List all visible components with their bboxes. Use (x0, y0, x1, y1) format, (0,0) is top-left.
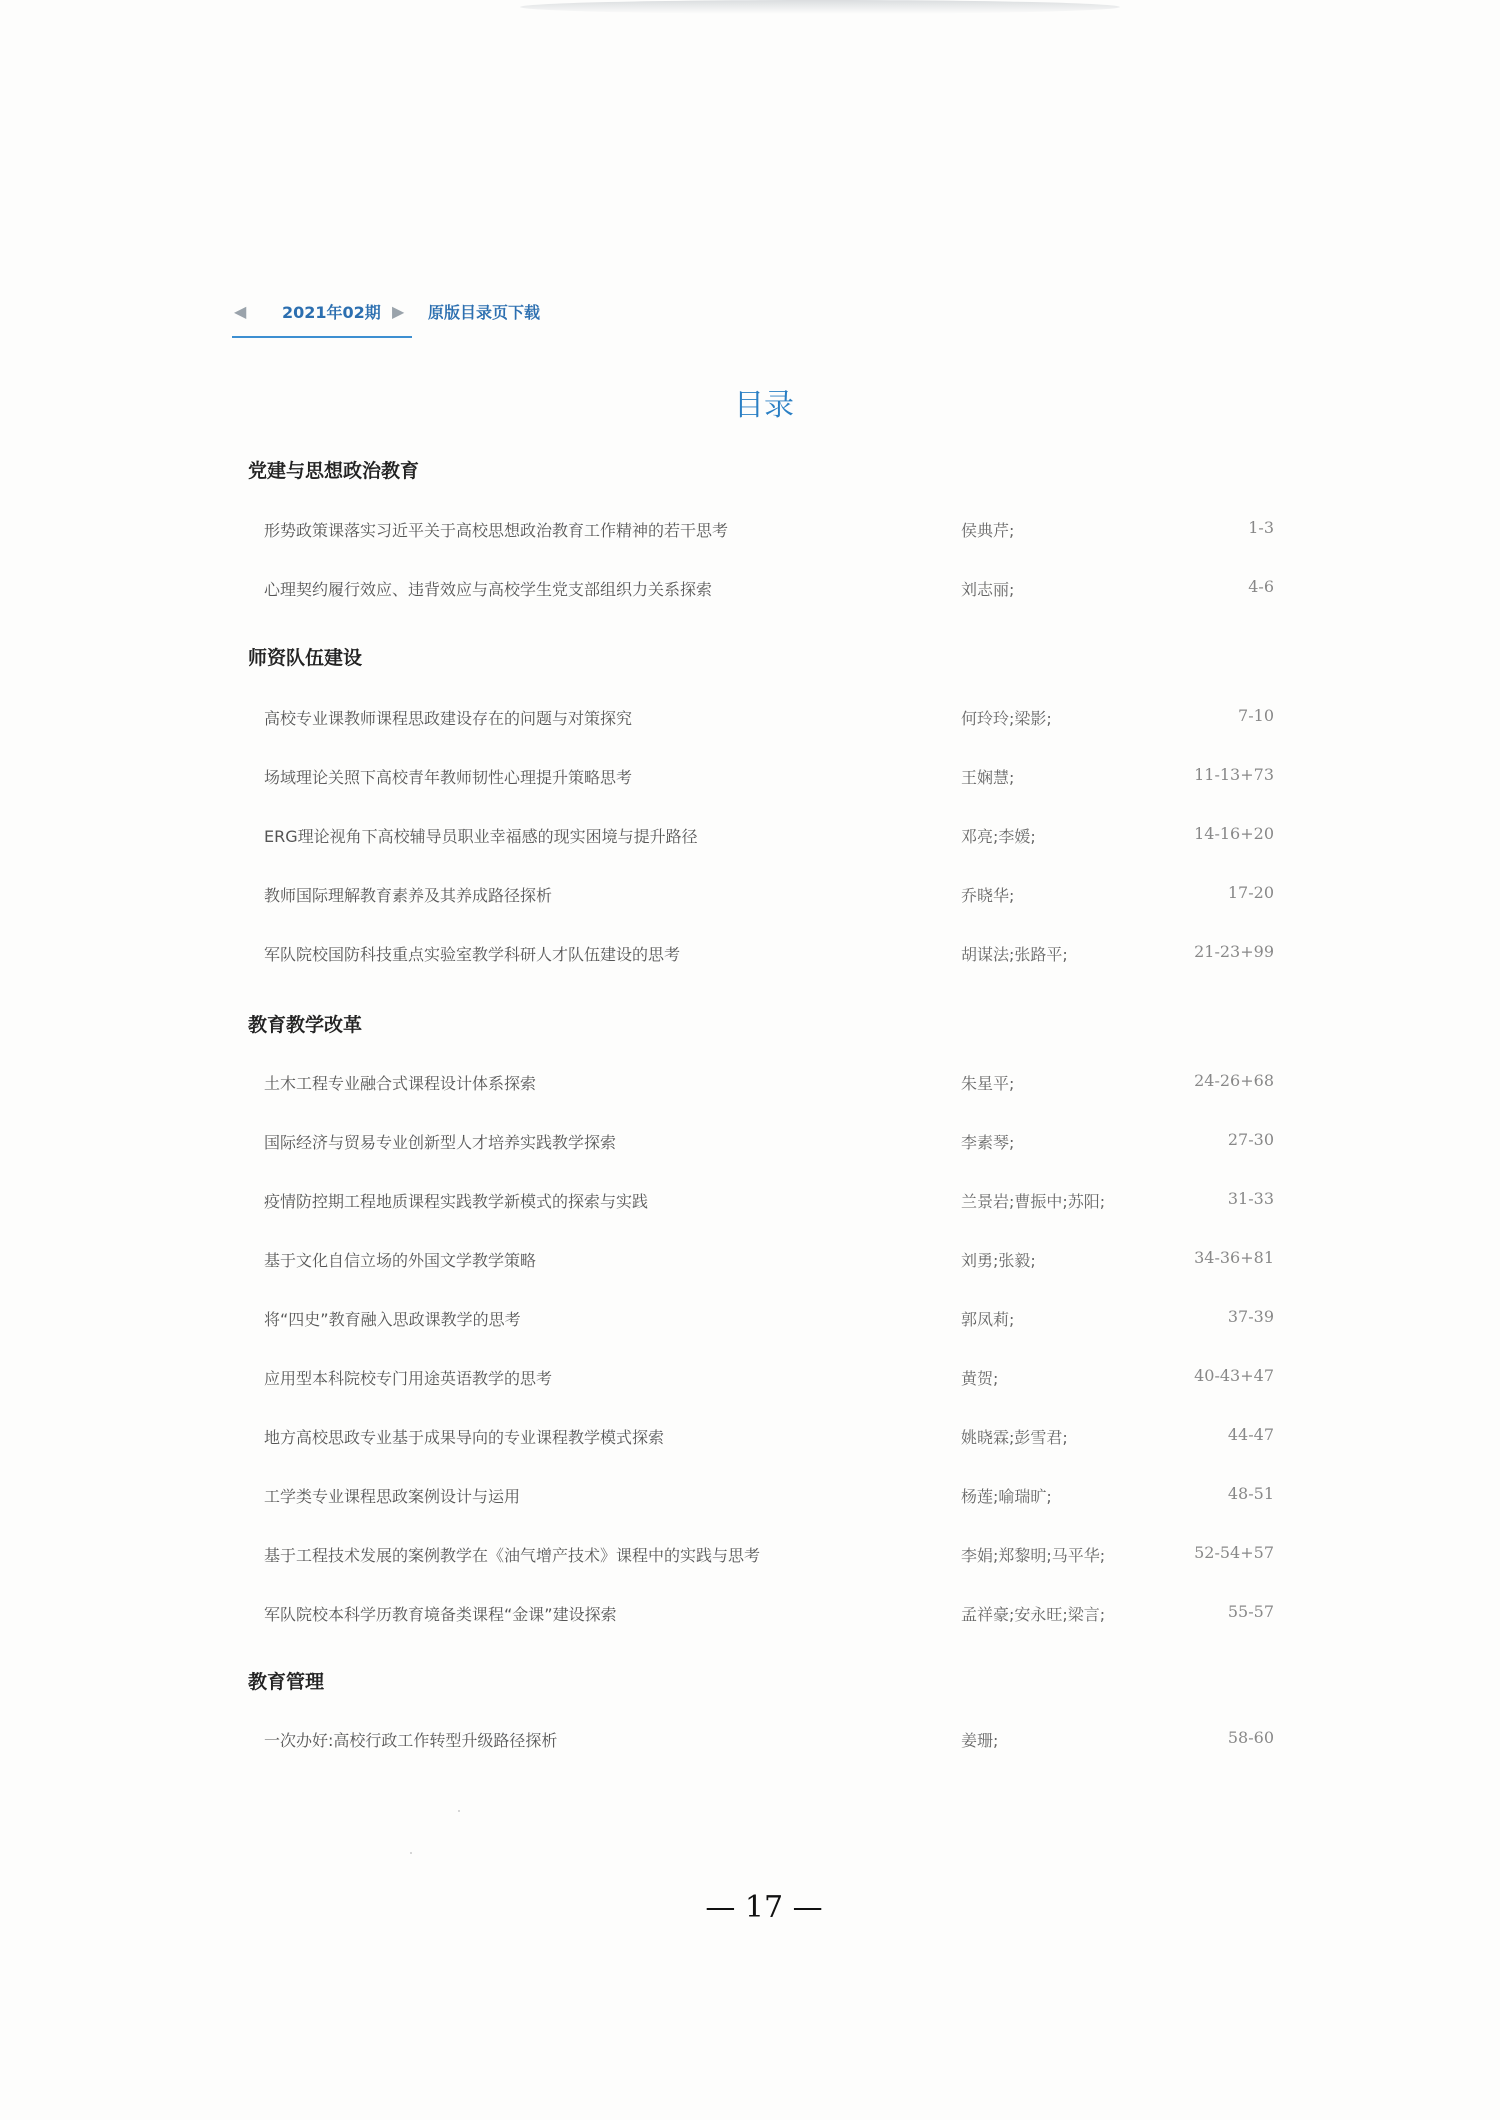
article-authors: 刘志丽; (961, 580, 1015, 599)
section-title: 教育教学改革 (248, 1014, 363, 1036)
download-original-toc-link[interactable]: 原版目录页下载 (428, 303, 541, 322)
toc-entry[interactable] (264, 1484, 1274, 1514)
article-pages: 37-39 (1227, 1307, 1274, 1326)
article-pages: 55-57 (1227, 1602, 1274, 1621)
toc-entry[interactable] (264, 824, 1274, 854)
article-pages: 1-3 (1248, 518, 1274, 537)
article-pages: 52-54+57 (1194, 1543, 1274, 1562)
article-title-link[interactable]: 土木工程专业融合式课程设计体系探索 (264, 1074, 537, 1093)
article-title-link[interactable]: 疫情防控期工程地质课程实践教学新模式的探索与实践 (264, 1192, 649, 1211)
article-title-link[interactable]: 基于工程技术发展的案例教学在《油气增产技术》课程中的实践与思考 (264, 1546, 761, 1565)
article-pages: 24-26+68 (1194, 1071, 1274, 1090)
article-pages: 17-20 (1227, 883, 1274, 902)
article-authors: 胡谋法;张路平; (961, 945, 1068, 964)
article-authors: 李娟;郑黎明;马平华; (961, 1546, 1106, 1565)
article-title-link[interactable]: 军队院校本科学历教育境备类课程“金课”建设探索 (264, 1605, 617, 1624)
article-authors: 乔晓华; (961, 886, 1015, 905)
article-title-link[interactable]: 一次办好:高校行政工作转型升级路径探析 (264, 1731, 558, 1750)
article-title-link[interactable]: 高校专业课教师课程思政建设存在的问题与对策探究 (264, 709, 633, 728)
toc-entry[interactable] (264, 1602, 1274, 1632)
article-title-link[interactable]: 将“四史”教育融入思政课教学的思考 (264, 1310, 521, 1329)
issue-selector[interactable]: 2021年02期 (282, 303, 381, 322)
article-pages: 14-16+20 (1194, 824, 1274, 843)
article-pages: 11-13+73 (1194, 765, 1274, 784)
article-pages: 48-51 (1227, 1484, 1274, 1503)
issue-tab (232, 296, 412, 338)
section-title: 教育管理 (248, 1671, 325, 1693)
section-title: 师资队伍建设 (248, 647, 363, 669)
article-pages: 34-36+81 (1194, 1248, 1274, 1267)
article-authors: 何玲玲;梁影; (961, 709, 1052, 728)
article-title-link[interactable]: 工学类专业课程思政案例设计与运用 (264, 1487, 521, 1506)
article-authors: 刘勇;张毅; (961, 1251, 1036, 1270)
toc-entry[interactable] (264, 577, 1274, 607)
scan-shadow (520, 0, 1120, 14)
article-title-link[interactable]: 国际经济与贸易专业创新型人才培养实践教学探索 (264, 1133, 617, 1152)
toc-entry[interactable] (264, 1425, 1274, 1455)
toc-entry[interactable] (264, 518, 1274, 548)
article-title-link[interactable]: 基于文化自信立场的外国文学教学策略 (264, 1251, 537, 1270)
article-pages: 27-30 (1227, 1130, 1274, 1149)
article-title-link[interactable]: 军队院校国防科技重点实验室教学科研人才队伍建设的思考 (264, 945, 681, 964)
article-authors: 邓亮;李媛; (961, 827, 1036, 846)
toc-entry[interactable] (264, 1189, 1274, 1219)
article-authors: 姚晓霖;彭雪君; (961, 1428, 1068, 1447)
article-authors: 兰景岩;曹振中;苏阳; (961, 1192, 1106, 1211)
scan-speck (458, 1810, 460, 1812)
article-title-link[interactable]: 心理契约履行效应、违背效应与高校学生党支部组织力关系探索 (264, 580, 713, 599)
article-pages: 4-6 (1248, 577, 1274, 596)
article-title-link[interactable]: 场域理论关照下高校青年教师韧性心理提升策略思考 (264, 768, 633, 787)
article-authors: 侯典芹; (961, 521, 1015, 540)
article-title-link[interactable]: 应用型本科院校专门用途英语教学的思考 (264, 1369, 553, 1388)
article-title-link[interactable]: ERG理论视角下高校辅导员职业幸福感的现实困境与提升路径 (264, 827, 698, 846)
toc-entry[interactable] (264, 1307, 1274, 1337)
article-authors: 孟祥豪;安永旺;梁言; (961, 1605, 1106, 1624)
article-authors: 郭凤莉; (961, 1310, 1015, 1329)
toc-entry[interactable] (264, 706, 1274, 736)
toc-title: 目录 (734, 388, 794, 423)
toc-entry[interactable] (264, 942, 1274, 972)
toc-entry[interactable] (264, 883, 1274, 913)
article-pages: 7-10 (1238, 706, 1274, 725)
toc-entry[interactable] (264, 1130, 1274, 1160)
article-authors: 黄贺; (961, 1369, 999, 1388)
toc-entry[interactable] (264, 1248, 1274, 1278)
page-number: — 17 — (705, 1890, 823, 1925)
article-authors: 杨莲;喻瑞旷; (961, 1487, 1052, 1506)
article-pages: 31-33 (1227, 1189, 1274, 1208)
triangle-right-icon[interactable]: ▶ (392, 302, 405, 321)
triangle-left-icon[interactable]: ◀ (234, 302, 247, 321)
article-authors: 朱星平; (961, 1074, 1015, 1093)
article-title-link[interactable]: 形势政策课落实习近平关于高校思想政治教育工作精神的若干思考 (264, 521, 729, 540)
toc-entry[interactable] (264, 765, 1274, 795)
article-authors: 李素琴; (961, 1133, 1015, 1152)
scan-speck (410, 1852, 412, 1854)
article-pages: 44-47 (1227, 1425, 1274, 1444)
article-pages: 58-60 (1227, 1728, 1274, 1747)
section-title: 党建与思想政治教育 (248, 460, 420, 482)
article-authors: 姜珊; (961, 1731, 999, 1750)
article-pages: 40-43+47 (1194, 1366, 1274, 1385)
article-pages: 21-23+99 (1194, 942, 1274, 961)
article-title-link[interactable]: 教师国际理解教育素养及其养成路径探析 (264, 886, 553, 905)
toc-entry[interactable] (264, 1366, 1274, 1396)
toc-entry[interactable] (264, 1543, 1274, 1573)
toc-entry[interactable] (264, 1071, 1274, 1101)
article-title-link[interactable]: 地方高校思政专业基于成果导向的专业课程教学模式探索 (264, 1428, 665, 1447)
article-authors: 王娴慧; (961, 768, 1015, 787)
toc-entry[interactable] (264, 1728, 1274, 1758)
